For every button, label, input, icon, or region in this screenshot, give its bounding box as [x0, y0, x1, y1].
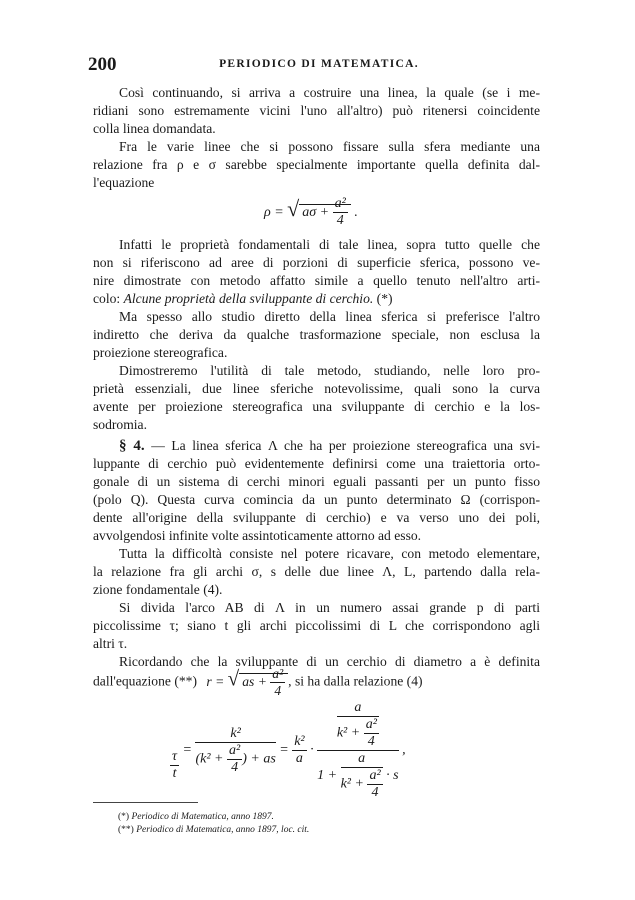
fraction-tau-t	[170, 749, 179, 782]
fraction	[333, 196, 348, 229]
text-line: altri τ.	[93, 636, 128, 651]
text-line: ridiani sono estremamente vicini l'uno all'altro) può ritenersi coincidente	[93, 103, 540, 118]
numerator: a²	[334, 196, 346, 212]
text-line: sodromia.	[93, 417, 147, 432]
radicand	[239, 666, 288, 698]
eq-end: ,	[402, 742, 406, 758]
radical-sign: √	[287, 196, 300, 221]
text-line: prietà essenziali, due linee sferiche notevolissime, quali sono la curva	[93, 381, 540, 396]
text-line: gonale di un sistema di cerchi minori eguali passanti per un punto fisso	[93, 474, 540, 489]
numerator: a	[337, 700, 379, 717]
footnote-text: Periodico di Matematica, anno 1897.	[131, 812, 274, 822]
denominator: t	[172, 766, 177, 781]
text-line: Infatti le proprietà fondamentali di tale linea, sopra tutto quelle che	[119, 237, 540, 252]
den-term: (k² +	[195, 751, 224, 767]
numerator: a²	[365, 717, 377, 732]
numerator: a²	[229, 742, 241, 758]
denominator: 4	[336, 213, 344, 229]
denominator: 4	[371, 785, 379, 800]
den-term: k² +	[336, 725, 361, 741]
denominator	[341, 768, 383, 801]
page-header	[88, 54, 550, 78]
eq-lhs: ρ =	[264, 205, 284, 220]
equation-tau-over-t	[170, 700, 406, 801]
section-heading-line	[119, 437, 540, 455]
equals-sign: =	[279, 742, 289, 758]
text-line: (polo Q). Questa curva comincia da un punto determinato Ω (corrispon-	[93, 492, 540, 507]
numerator: k²	[195, 726, 275, 743]
den-term: · s	[386, 768, 399, 784]
radical-sign: √	[227, 666, 240, 691]
text-line	[93, 290, 540, 308]
text-line: relazione fra ρ e σ sarebbe specialmente importante quella definita dal-	[93, 157, 540, 172]
section-mark: § 4.	[119, 438, 145, 454]
denominator	[195, 743, 275, 776]
footnote-text: Periodico di Matematica, anno 1897, loc. cit.	[136, 825, 310, 835]
footnote	[118, 812, 274, 822]
denominator: 4	[367, 734, 375, 749]
fraction-k2-a	[292, 734, 306, 767]
denominator: 4	[231, 759, 239, 775]
text-line: nire dimostrate con metodo affatto simile a quello tenuto nell'altro arti-	[93, 273, 540, 288]
den-term: ) + as	[242, 751, 276, 767]
text-line: indiretto che deriva da qualche trasformazione speciale, non esclusa la	[93, 327, 540, 342]
text-line: Fra le varie linee che si possono fissare sulla sfera mediante una	[119, 139, 540, 154]
text-line: avvolgendosi infinite volte assintoticamente attorno ad esso.	[93, 528, 422, 543]
numerator: a²	[369, 768, 381, 783]
inline-equation-line	[93, 666, 423, 699]
numerator: a²	[272, 666, 284, 681]
eq-lhs: r =	[206, 673, 225, 689]
text-line: avente per proiezione stereografica una sviluppante di cerchio e la los-	[93, 399, 540, 414]
footnote-mark: (**)	[118, 825, 134, 835]
text-line: luppante di cerchio può evidentemente definirsi come una traiettoria orto-	[93, 456, 540, 471]
text-line: non si riferiscono ad aree di porzioni di superficie sferica, possono ve-	[93, 255, 540, 270]
footnote-mark: (*)	[118, 812, 130, 822]
text-run: dall'equazione (**)	[93, 673, 197, 689]
denominator: 4	[274, 683, 282, 698]
text-line: l'equazione	[93, 175, 155, 190]
text-line: dente all'origine della sviluppante di cerchio) e va verso uno dei poli,	[93, 510, 540, 525]
text-line: Dimostreremo l'utilità di tale metodo, studiando, nelle loro pro-	[119, 363, 540, 378]
eq-end: .	[354, 205, 358, 220]
text-line: Ricordando che la sviluppante di un cerchio di diametro a è definita	[119, 654, 540, 669]
text-line: proiezione stereografica.	[93, 345, 228, 360]
numerator: k²	[294, 734, 305, 749]
numerator: τ	[172, 749, 178, 764]
text-line: Tutta la difficoltà consiste nel potere ricavare, con metodo elementare,	[119, 546, 540, 561]
equation-rho	[264, 196, 358, 229]
fraction-a2-4	[364, 717, 379, 750]
footnote	[118, 825, 309, 835]
den-term: k² +	[340, 776, 364, 792]
fraction	[270, 666, 285, 699]
footnote-ref: (*)	[373, 291, 393, 306]
radicand-term: aσ +	[302, 205, 330, 220]
fraction-k2	[195, 726, 275, 776]
running-title: PERIODICO DI MATEMATICA.	[219, 58, 419, 70]
text-run: colo:	[93, 291, 124, 306]
cited-title: Alcune proprietà della sviluppante di cerchio.	[123, 291, 374, 306]
compound-numerator	[317, 700, 398, 751]
radicand-term: as +	[242, 673, 267, 689]
text-run: — La linea sferica Λ che ha per proiezione stereografica una svi-	[144, 438, 540, 453]
denominator	[337, 717, 379, 750]
fraction-a-over	[341, 751, 383, 801]
text-line: la relazione fra gli archi σ, s delle due linee Λ, L, partendo dalla rela-	[93, 564, 540, 579]
footnote-rule	[93, 802, 198, 803]
text-line: piccolissime τ; siano t gli archi piccolissimi di L che corrispondono agli	[93, 618, 540, 633]
dot-operator: ·	[310, 742, 314, 758]
text-line: Si divida l'arco AB di Λ in un numero assai grande p di parti	[119, 600, 540, 615]
radicand	[299, 196, 351, 229]
text-run: , si ha dalla relazione (4)	[288, 673, 423, 689]
text-line: Ma spesso allo studio diretto della linea sferica si preferisce l'altro	[119, 309, 540, 324]
text-line: zione fondamentale (4).	[93, 582, 223, 597]
fraction-a2-4	[227, 743, 242, 776]
fraction-a2-4	[367, 768, 382, 801]
den-term: 1 +	[317, 768, 338, 784]
text-line: Così continuando, si arriva a costruire una linea, la quale (se i me-	[119, 85, 540, 100]
page-number: 200	[88, 54, 117, 75]
compound-denominator	[317, 751, 398, 801]
equals-sign: =	[182, 742, 192, 758]
fraction-compound	[317, 700, 398, 801]
text-line: colla linea domandata.	[93, 121, 216, 136]
numerator: a	[341, 751, 383, 768]
fraction-a-over	[337, 700, 379, 750]
denominator: a	[295, 751, 303, 766]
